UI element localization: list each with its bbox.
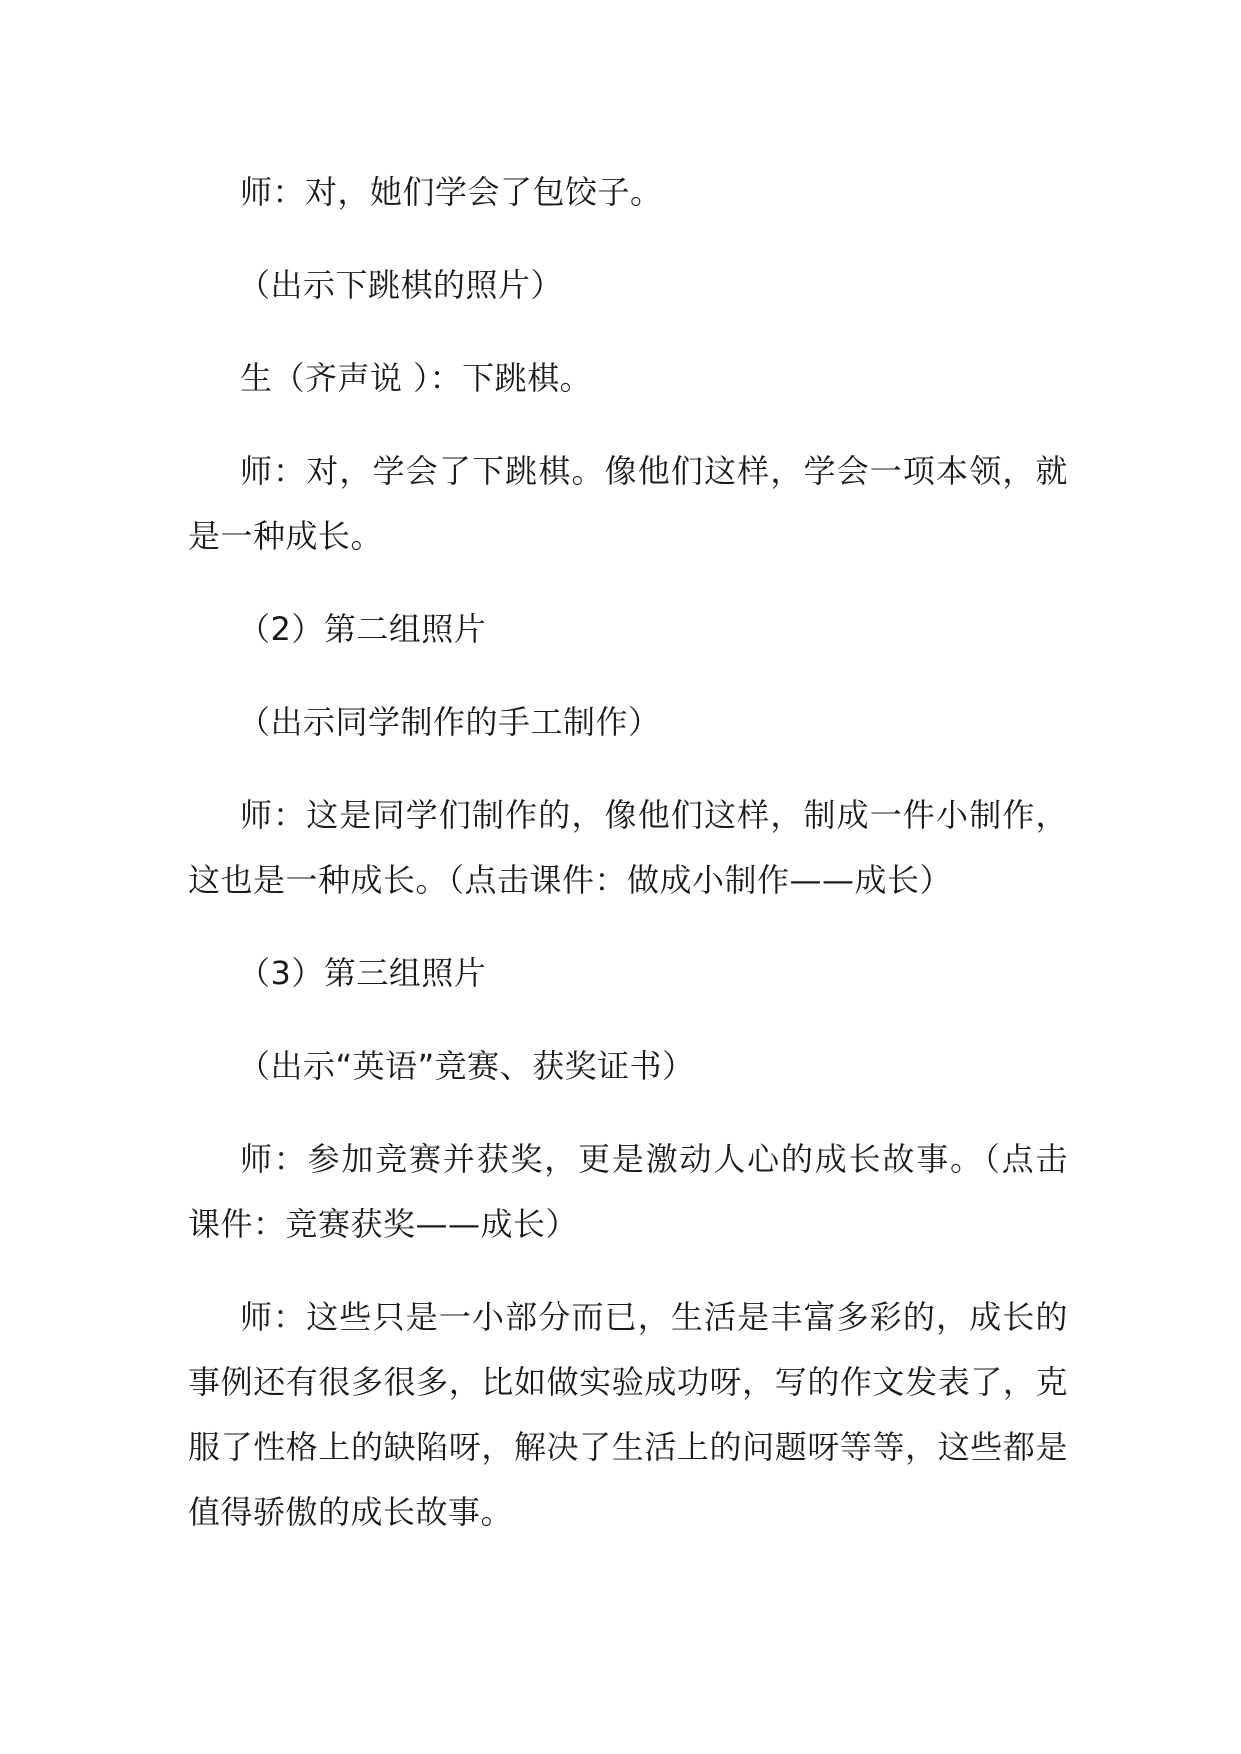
paragraph-6: （出示同学制作的手工制作）	[238, 703, 661, 741]
paragraph-8: （3）第三组照片	[238, 954, 487, 992]
paragraph-1: 师：对，她们学会了包饺子。	[240, 173, 663, 211]
paragraph-9: （出示“英语”竞赛、获奖证书）	[238, 1047, 695, 1085]
paragraph-7: 师：这是同学们制作的，像他们这样，制成一件小制作，这也是一种成长。（点击课件：做成小制作——成长）	[188, 796, 1068, 899]
paragraph-3: 生（齐声说 ）：下跳棋。	[240, 359, 593, 397]
paragraph-11: 师：这些只是一小部分而已，生活是丰富多彩的，成长的事例还有很多很多，比如做实验成功呀，写的作文发表了，克服了性格上的缺陷呀，解决了生活上的问题呀等等，这些都是值得骄傲的成长故事。	[188, 1298, 1068, 1531]
document-body	[188, 160, 1068, 1573]
paragraph-5: （2）第二组照片	[238, 610, 487, 648]
paragraph-4: 师：对，学会了下跳棋。像他们这样，学会一项本领，就是一种成长。	[188, 452, 1068, 555]
paragraph-10: 师：参加竞赛并获奖，更是激动人心的成长故事。（点击课件：竞赛获奖——成长）	[188, 1140, 1068, 1243]
paragraph-2: （出示下跳棋的照片）	[238, 266, 564, 304]
